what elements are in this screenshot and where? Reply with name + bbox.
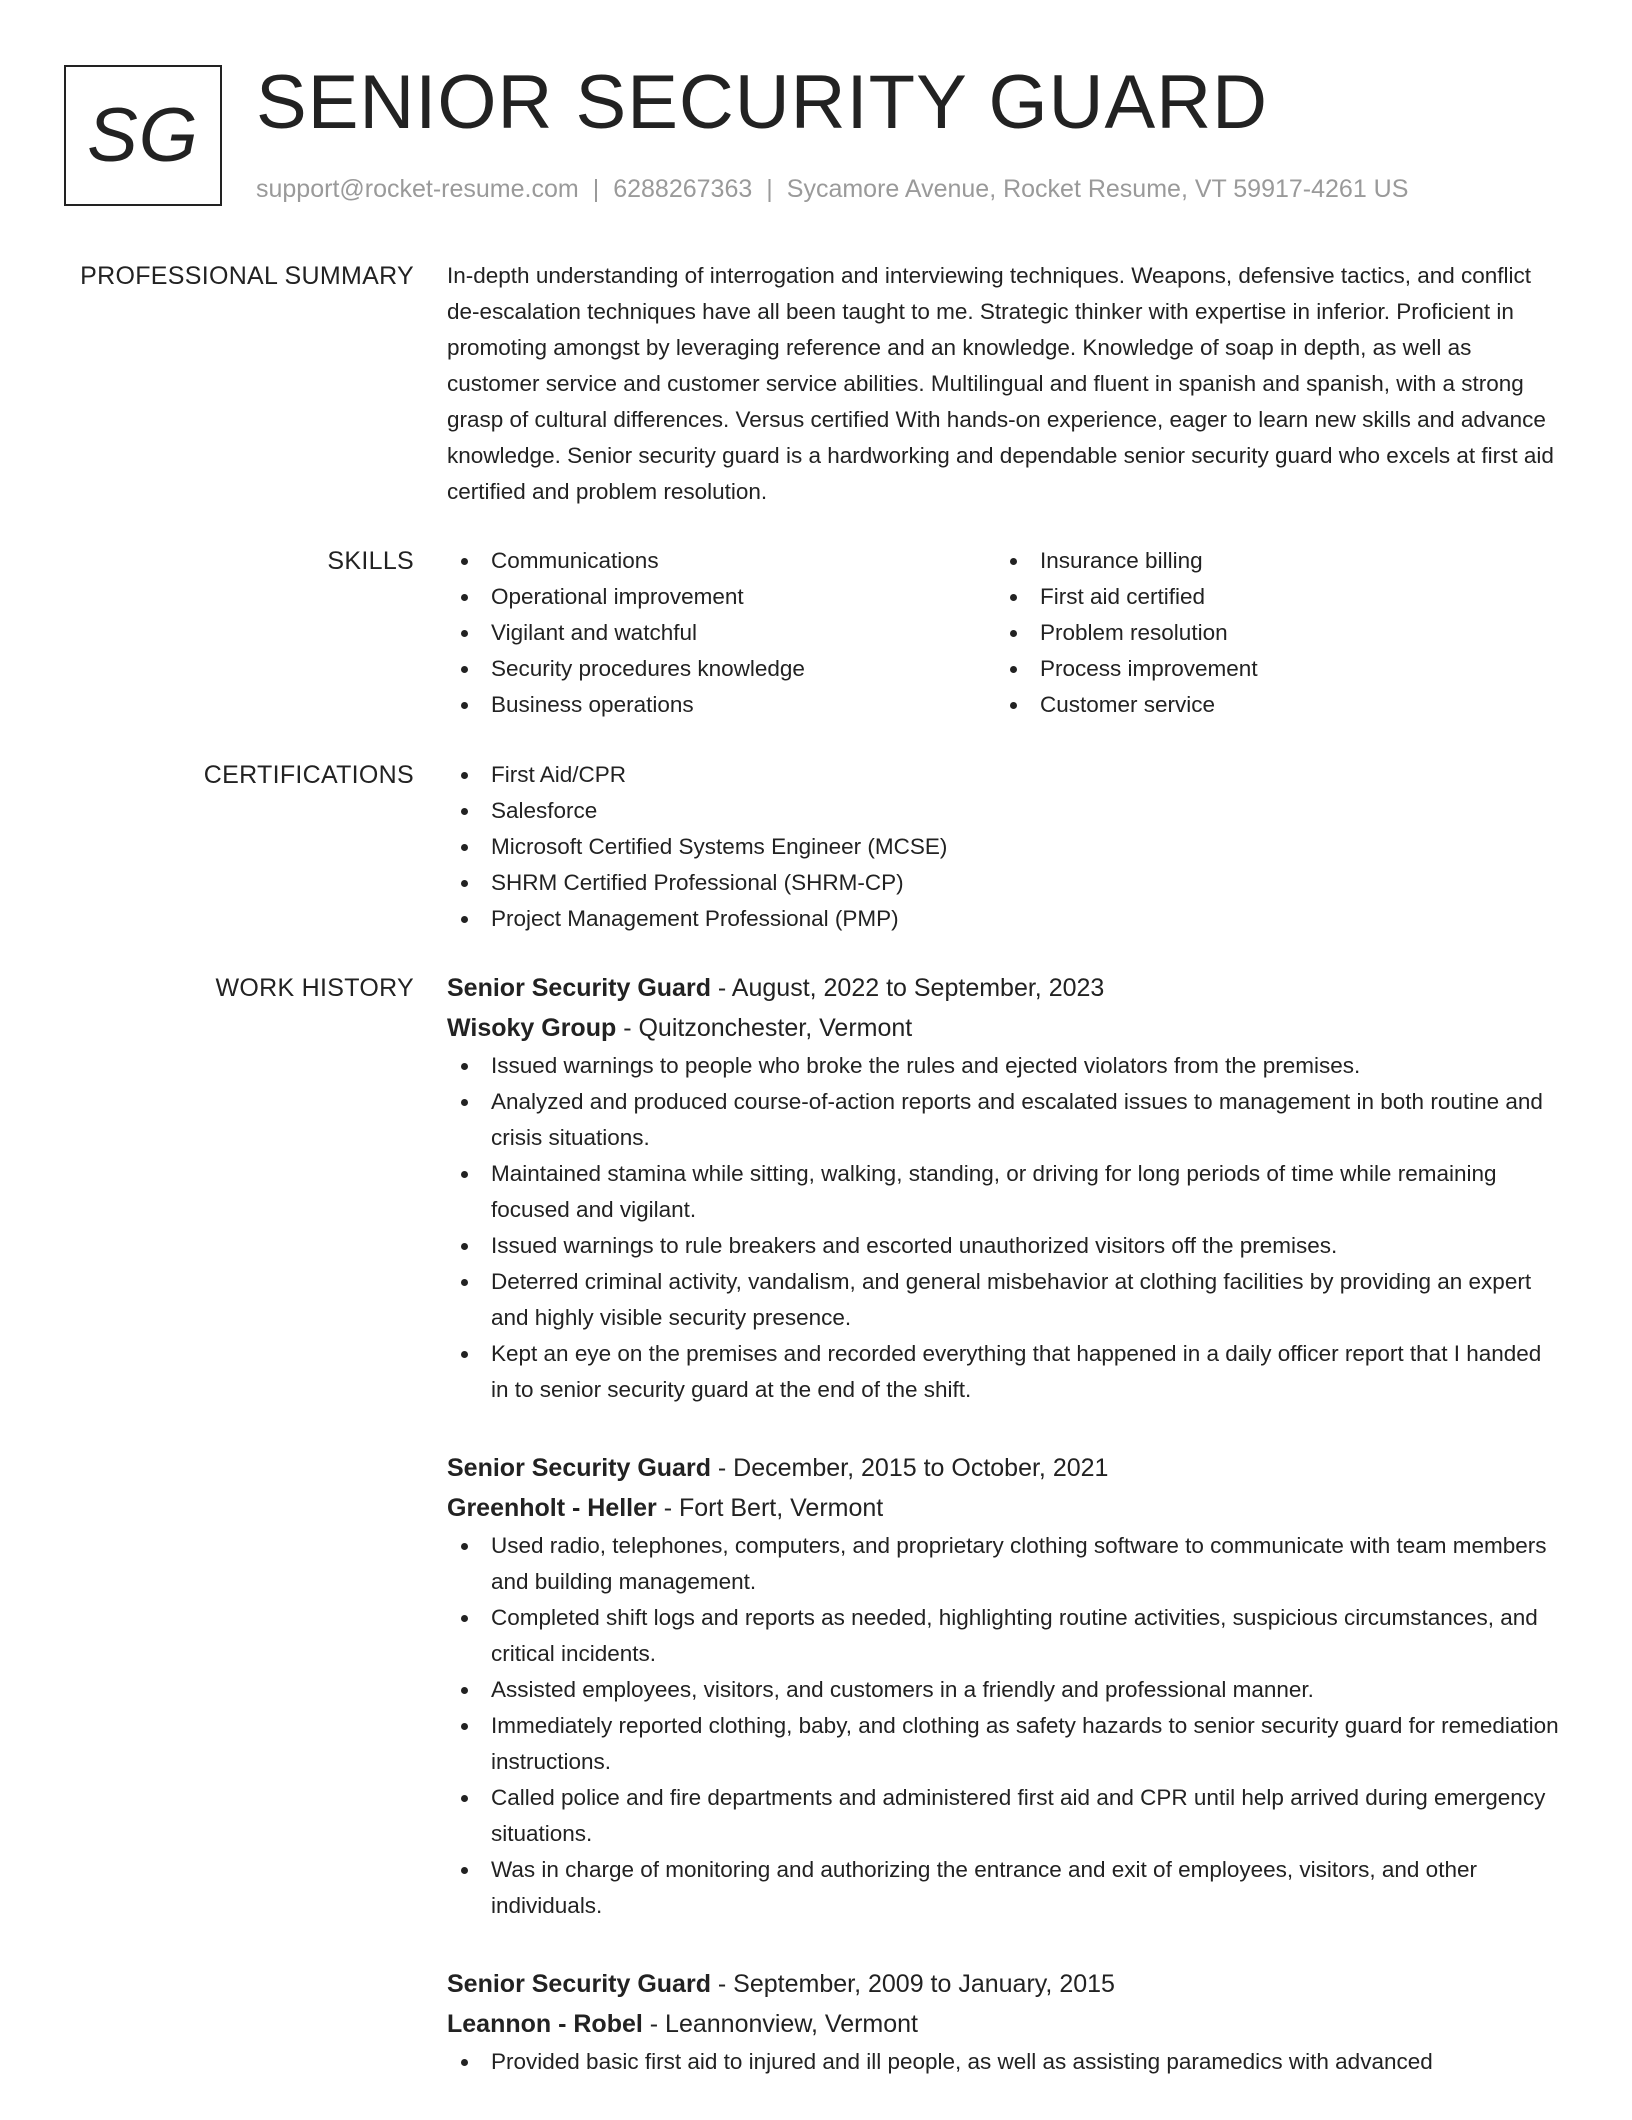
skill-item: Operational improvement	[447, 579, 996, 615]
monogram-box	[64, 65, 222, 206]
skill-item: Vigilant and watchful	[447, 615, 996, 651]
job-title: Senior Security Guard	[447, 1454, 711, 1482]
skills-grid	[447, 543, 1562, 723]
work-history-heading: WORK HISTORY	[215, 974, 414, 1002]
job-duty: Called police and fire departments and administered first aid and CPR until help arrived during emergency situations.	[447, 1780, 1562, 1852]
contact-address: Sycamore Avenue, Rocket Resume, VT 59917-4261 US	[786, 175, 1409, 203]
job-company: Wisoky Group	[447, 1014, 617, 1042]
job-entry	[447, 1448, 1562, 1924]
job-company-line	[447, 2004, 1562, 2044]
skills-list-left	[447, 543, 996, 723]
job-entry	[447, 968, 1562, 1408]
summary-body	[447, 258, 1562, 510]
certification-item: Project Management Professional (PMP)	[447, 901, 1562, 937]
certification-item: Microsoft Certified Systems Engineer (MCSE)	[447, 829, 1562, 865]
job-duties-list	[447, 2044, 1562, 2080]
contact-phone: 6288267363	[613, 175, 753, 203]
job-company-line	[447, 1488, 1562, 1528]
job-duty: Maintained stamina while sitting, walking, standing, or driving for long periods of time while remaining focused and vigilant.	[447, 1156, 1562, 1228]
job-duty: Completed shift logs and reports as needed, highlighting routine activities, suspicious circumstances, and critical incidents.	[447, 1600, 1562, 1672]
job-location: - Leannonview, Vermont	[642, 2010, 918, 2038]
job-entry	[447, 1964, 1562, 2080]
job-title-line	[447, 1448, 1562, 1488]
job-dates: - September, 2009 to January, 2015	[710, 1970, 1115, 1998]
skill-item: Business operations	[447, 687, 996, 723]
job-company: Leannon - Robel	[447, 2010, 643, 2038]
skill-item: Customer service	[996, 687, 1545, 723]
job-duty: Assisted employees, visitors, and customers in a friendly and professional manner.	[447, 1672, 1562, 1708]
certifications-heading: CERTIFICATIONS	[203, 761, 414, 789]
job-duty: Issued warnings to people who broke the rules and ejected violators from the premises.	[447, 1048, 1562, 1084]
job-title-line	[447, 968, 1562, 1008]
skills-list-right	[996, 543, 1545, 723]
certification-item: First Aid/CPR	[447, 757, 1562, 793]
summary-heading: PROFESSIONAL SUMMARY	[80, 262, 414, 290]
work-history-body	[447, 968, 1562, 2120]
contact-line	[256, 174, 1408, 204]
job-duty: Immediately reported clothing, baby, and clothing as safety hazards to senior security guard for remediation instructions.	[447, 1708, 1562, 1780]
job-duty: Kept an eye on the premises and recorded everything that happened in a daily officer report that I handed in to senior security guard at the end of the shift.	[447, 1336, 1562, 1408]
job-location: - Fort Bert, Vermont	[656, 1494, 884, 1522]
job-dates: - August, 2022 to September, 2023	[710, 974, 1105, 1002]
contact-separator: |	[592, 175, 600, 203]
job-duty: Issued warnings to rule breakers and escorted unauthorized visitors off the premises.	[447, 1228, 1562, 1264]
skills-heading: SKILLS	[327, 547, 414, 575]
skill-item: First aid certified	[996, 579, 1545, 615]
job-duty: Used radio, telephones, computers, and proprietary clothing software to communicate with team members and building management.	[447, 1528, 1562, 1600]
contact-separator: |	[766, 175, 773, 203]
job-duties-list	[447, 1528, 1562, 1924]
job-duties-list	[447, 1048, 1562, 1408]
job-company: Greenholt - Heller	[447, 1494, 657, 1522]
job-title: Senior Security Guard	[447, 1970, 711, 1998]
job-location: - Quitzonchester, Vermont	[616, 1014, 913, 1042]
skill-item: Security procedures knowledge	[447, 651, 996, 687]
job-duty: Provided basic first aid to injured and ill people, as well as assisting paramedics with advanced	[447, 2044, 1562, 2080]
skill-item: Problem resolution	[996, 615, 1545, 651]
skill-item: Process improvement	[996, 651, 1545, 687]
certification-item: Salesforce	[447, 793, 1562, 829]
certifications-list	[447, 757, 1562, 937]
job-title-line	[447, 1964, 1562, 2004]
certifications-body	[447, 757, 1562, 937]
job-title: Senior Security Guard	[447, 974, 711, 1002]
contact-email: support@rocket-resume.com	[256, 175, 579, 203]
resume-title: SENIOR SECURITY GUARD	[256, 60, 1268, 145]
job-duty: Analyzed and produced course-of-action reports and escalated issues to management in both routine and crisis situations.	[447, 1084, 1562, 1156]
skill-item: Insurance billing	[996, 543, 1545, 579]
summary-text: In-depth understanding of interrogation and interviewing techniques. Weapons, defensive tactics, and conflict de-escalation techniques have all been taught to me. Strategic thinker with expertise in inferior. Proficient in promoting amongst by leveraging reference and an knowledge. Knowledge of soap in depth, as well as customer service and customer service abilities. Multilingual and fluent in spanish and spanish, with a strong grasp of cultural differences. Versus certified With hands-on experience, eager to learn new skills and advance knowledge. Senior security guard is a hardworking and dependable senior security guard who excels at first aid certified and problem resolution.	[447, 263, 1554, 504]
monogram-initials: SG	[87, 93, 199, 178]
job-dates: - December, 2015 to October, 2021	[710, 1454, 1109, 1482]
skills-body	[447, 543, 1562, 723]
certification-item: SHRM Certified Professional (SHRM-CP)	[447, 865, 1562, 901]
skill-item: Communications	[447, 543, 996, 579]
job-duty: Was in charge of monitoring and authorizing the entrance and exit of employees, visitors, and other individuals.	[447, 1852, 1562, 1924]
job-duty: Deterred criminal activity, vandalism, and general misbehavior at clothing facilities by providing an expert and highly visible security presence.	[447, 1264, 1562, 1336]
job-company-line	[447, 1008, 1562, 1048]
